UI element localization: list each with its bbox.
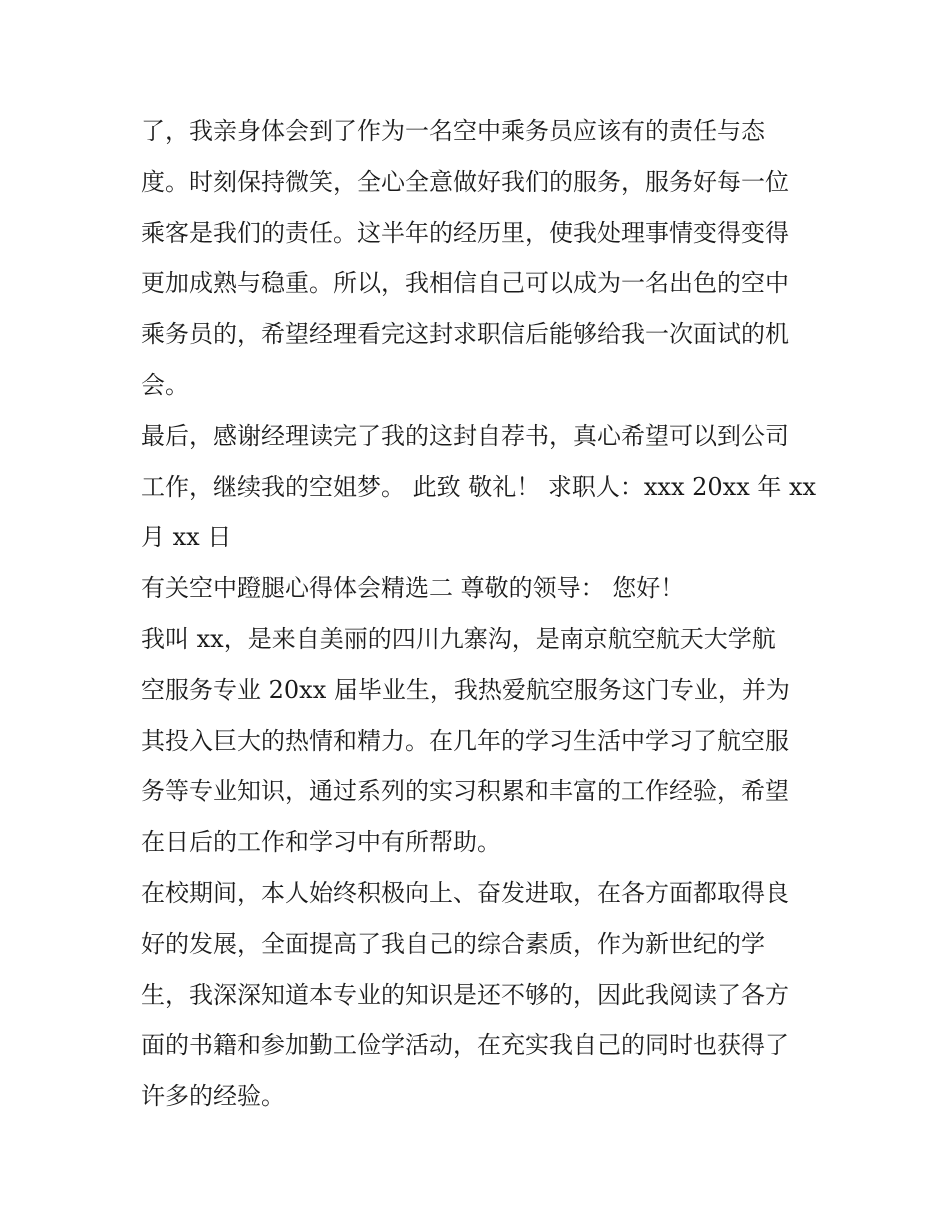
text-line: 工作，继续我的空姐梦。 此致 敬礼！ 求职人：xxx 20xx 年 xx: [141, 472, 817, 501]
text-line: 空服务专业 20xx 届毕业生，我热爱航空服务这门专业，并为: [141, 675, 790, 704]
text-line: 面的书籍和参加勤工俭学活动，在充实我自己的同时也获得了: [141, 1031, 789, 1060]
text-line: 月 xx 日: [141, 523, 232, 552]
text-line: 会。: [141, 370, 189, 399]
text-line: 生，我深深知道本专业的知识是还不够的，因此我阅读了各方: [141, 980, 789, 1009]
paragraph-closing: [141, 411, 821, 563]
text-line: 度。时刻保持微笑，全心全意做好我们的服务，服务好每一位: [141, 167, 789, 196]
text-line: 更加成熟与稳重。所以，我相信自己可以成为一名出色的空中: [141, 269, 789, 298]
text-line: 其投入巨大的热情和精力。在几年的学习生活中学习了航空服: [141, 726, 789, 755]
text-line: 务等专业知识，通过系列的实习积累和丰富的工作经验，希望: [141, 777, 789, 806]
text-line: 好的发展，全面提高了我自己的综合素质，作为新世纪的学: [141, 929, 765, 958]
text-line: 最后，感谢经理读完了我的这封自荐书，真心希望可以到公司: [141, 421, 789, 450]
paragraph-introduction: [141, 614, 821, 868]
paragraph-service-attitude: [141, 106, 821, 411]
paragraph-school-experience: [141, 868, 821, 1122]
heading-line: 有关空中蹬腿心得体会精选二 尊敬的领导： 您好！: [141, 574, 685, 603]
document-body: [141, 106, 821, 1122]
section-heading: [141, 563, 821, 614]
text-line: 许多的经验。: [141, 1082, 285, 1111]
text-line: 乘客是我们的责任。这半年的经历里，使我处理事情变得变得: [141, 218, 789, 247]
text-line: 我叫 xx，是来自美丽的四川九寨沟，是南京航空航天大学航: [141, 624, 776, 653]
text-line: 在日后的工作和学习中有所帮助。: [141, 828, 501, 857]
text-line: 了，我亲身体会到了作为一名空中乘务员应该有的责任与态: [141, 117, 765, 145]
text-line: 在校期间，本人始终积极向上、奋发进取，在各方面都取得良: [141, 878, 789, 907]
text-line: 乘务员的，希望经理看完这封求职信后能够给我一次面试的机: [141, 320, 789, 349]
